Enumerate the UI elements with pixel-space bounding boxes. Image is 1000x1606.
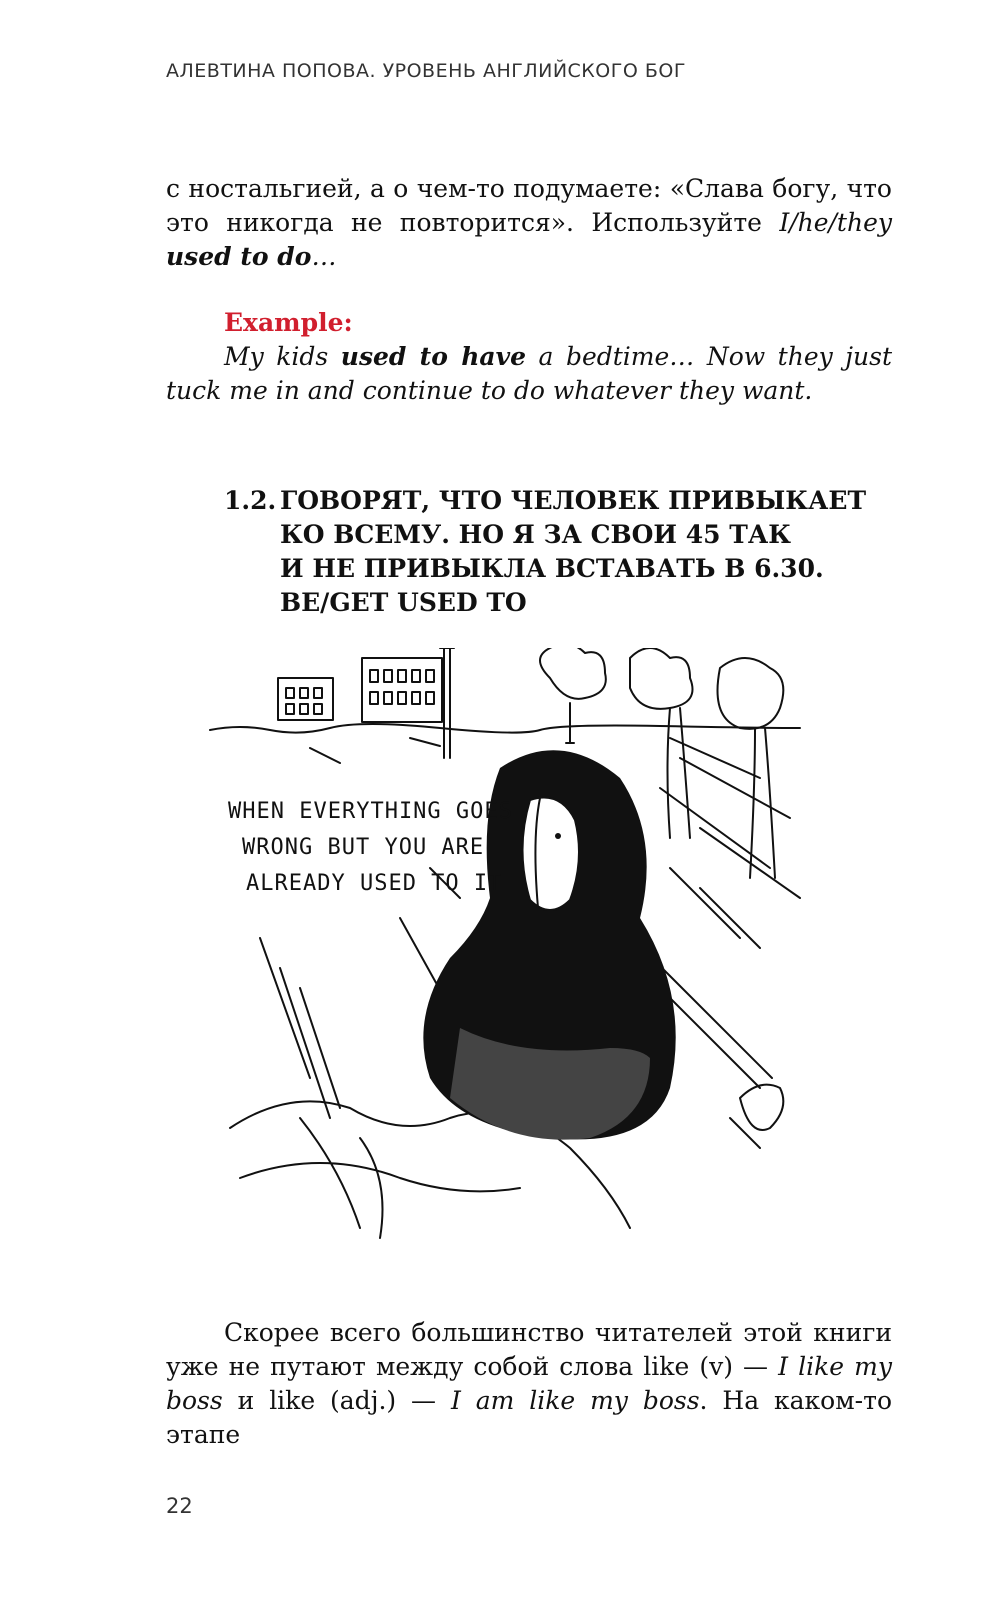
building-small [278, 678, 333, 720]
caption-line-1: WHEN EVERYTHING GOES [228, 799, 513, 824]
heading-line-2: КО ВСЕМУ. НО Я ЗА СВОИ 45 ТАК [280, 520, 791, 549]
running-head: АЛЕВТИНА ПОПОВА. УРОВЕНЬ АНГЛИЙСКОГО БОГ [166, 60, 686, 82]
paragraph-2 [166, 1316, 892, 1452]
p2-a: Скорее всего большинство читателей этой книги уже не путают между собой слова like (v) — [166, 1318, 892, 1381]
caption-line-2: WRONG BUT YOU ARE [242, 835, 485, 860]
p1-italic: I/he/they [779, 208, 892, 237]
section-heading [224, 484, 904, 620]
p2-e: . На каком-то этапе [166, 1386, 892, 1449]
face [523, 798, 580, 911]
horizon-line [210, 724, 800, 733]
example-text-b: a bedtime… Now they just tuck me in and continue to do whatever they want. [166, 342, 893, 405]
heading-number: 1.2. [224, 486, 277, 515]
example-text-a: My kids [224, 342, 341, 371]
heading-line-3: И НЕ ПРИВЫКЛА ВСТАВАТЬ В 6.30. [280, 554, 824, 583]
example-text-bold: used to have [340, 342, 526, 371]
p2-d: I am like my boss [450, 1386, 700, 1415]
example-label: Example: [224, 308, 353, 337]
p1-bold-italic: used to do [166, 242, 312, 271]
eye [555, 833, 561, 839]
caption-line-3: ALREADY USED TO IT [246, 871, 503, 896]
p2-c: и like (adj.) — [222, 1386, 451, 1415]
building-large [362, 658, 442, 722]
motion-lines-right [660, 738, 800, 948]
heading-line-4: BE/GET USED TO [280, 588, 527, 617]
p1-plain: с ностальгией, а о чем-то подумаете: «Слава богу, что это никогда не повторится». Используйте [166, 174, 892, 237]
example-text [166, 340, 892, 408]
page-number: 22 [166, 1494, 193, 1518]
example-block [166, 306, 892, 408]
paragraph-1 [166, 172, 892, 274]
heading-line-1 [224, 484, 904, 518]
p1-tail: … [311, 242, 337, 271]
heading-line1-text: ГОВОРЯТ, ЧТО ЧЕЛОВЕК ПРИВЫКАЕТ [280, 486, 867, 515]
p2-b: I like my boss [166, 1352, 892, 1415]
illustration-hooded-woman-on-bench [200, 648, 840, 1244]
